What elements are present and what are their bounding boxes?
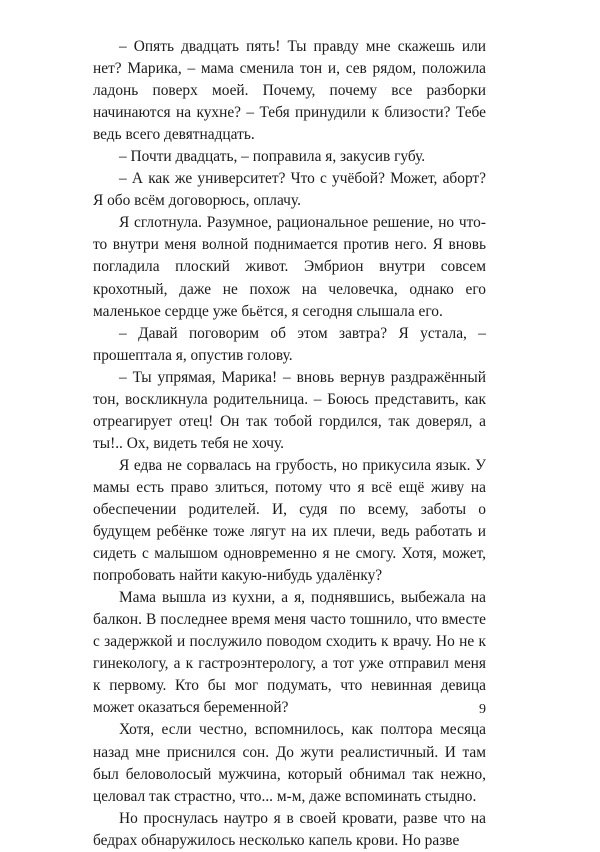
- paragraph: Хотя, если честно, вспомнилось, как полтора месяца назад мне приснился сон. До жути реалистичный. И там был беловолосый мужчина, который обнимал так нежно, целовал так страстно, что... м-м, даже вспоминать стыдно.: [93, 721, 486, 805]
- paragraph: Я сглотнула. Разумное, рациональное решение, но что-то внутри меня волной поднимается против него. Я вновь погладила плоский живот. Эмбрион внутри совсем крохотный, даже не похож на человечка, однако его маленькое сердце уже бьётся, я сегодня слышала его.: [93, 214, 486, 320]
- body-text: [93, 36, 486, 852]
- paragraph: – Опять двадцать пять! Ты правду мне скажешь или нет? Марика, – мама сменила тон и, сев рядом, положила ладонь поверх моей. Почему, почему все разборки начинаются на кухне? – Тебя принудили к близости? Тебе ведь всего девятнадцать.: [93, 38, 486, 144]
- paragraph: Я едва не сорвалась на грубость, но прикусила язык. У мамы есть право злиться, потому что я всё ещё живу на обеспечении родителей. И, судя по всему, заботы о будущем ребёнке тоже лягут на их плечи, ведь работать и сидеть с малышом одновременно я не смогу. Хотя, может, попробовать найти какую-нибудь удалёнку?: [93, 456, 486, 585]
- paragraph: Но проснулась наутро я в своей кровати, разве что на бедрах обнаружилось несколько капель крови. Но разве: [93, 809, 486, 849]
- paragraph: – Почти двадцать, – поправила я, закусив губу.: [119, 148, 426, 166]
- paragraph: – Ты упрямая, Марика! – вновь вернув раздражённый тон, воскликнула родительница. – Боюсь представить, как отреагирует отец! Он так тобой гордился, так доверял, а ты!.. Ох, видеть тебя не хочу.: [93, 368, 486, 452]
- paragraph: Мама вышла из кухни, а я, поднявшись, выбежала на балкон. В последнее время меня часто тошнило, что вместе с задержкой и послужило поводом сходить к врачу. Но не к гинекологу, а к гастроэнтерологу, а тот уже отправил меня к первому. Кто бы мог подумать, что невинная девица может оказаться беременной?: [93, 589, 486, 717]
- paragraph: – Давай поговорим об этом завтра? Я устала, – прошептала я, опустив голову.: [93, 324, 486, 364]
- page-number: 9: [479, 702, 486, 717]
- paragraph: – А как же университет? Что с учёбой? Может, аборт? Я обо всём договорюсь, оплачу.: [93, 170, 486, 210]
